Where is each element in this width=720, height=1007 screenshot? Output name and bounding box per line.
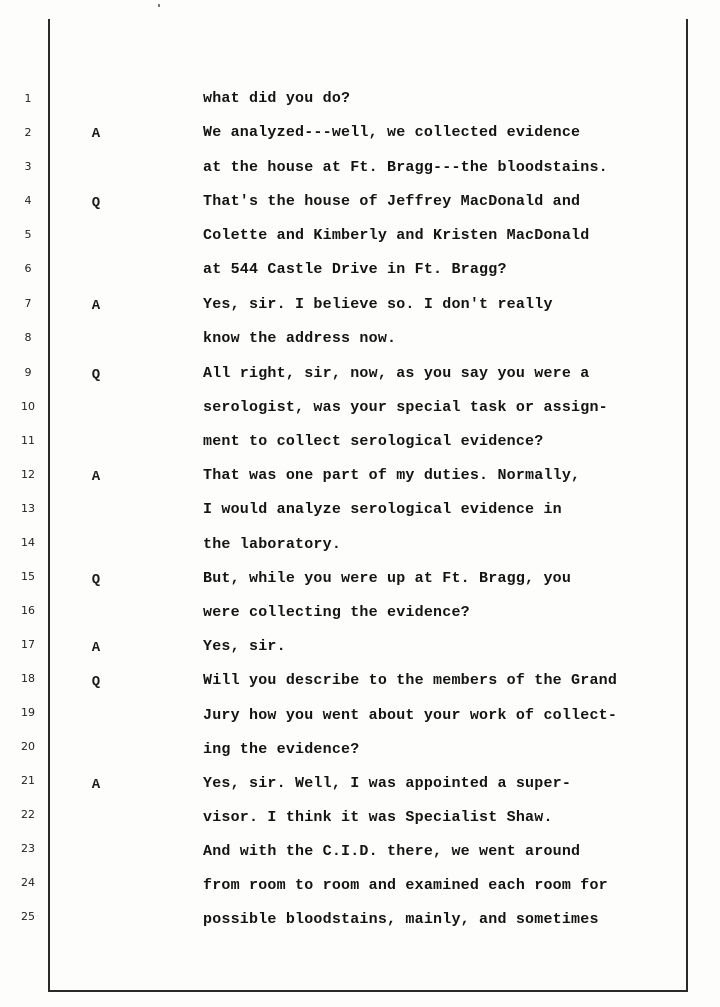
transcript-line-text: That's the house of Jeffrey MacDonald and xyxy=(203,193,581,210)
transcript-line-text: what did you do? xyxy=(203,90,351,107)
transcript-line-text: were collecting the evidence? xyxy=(203,604,470,621)
transcript-line-text: We analyzed---well, we collected evidence xyxy=(203,124,581,141)
speaker-label: A xyxy=(91,777,101,793)
transcript-line-text: All right, sir, now, as you say you were a xyxy=(203,365,590,382)
line-number: 11 xyxy=(21,434,35,447)
line-number: 23 xyxy=(21,842,35,855)
line-number: 2 xyxy=(24,126,32,139)
line-number: 1 xyxy=(24,92,32,105)
transcript-line-text: know the address now. xyxy=(203,330,397,347)
line-number: 16 xyxy=(21,604,35,617)
speaker-label: A xyxy=(91,126,101,142)
scan-speck xyxy=(158,4,160,7)
transcript-line-text: That was one part of my duties. Normally, xyxy=(203,467,581,484)
transcript-line-text: possible bloodstains, mainly, and sometimes xyxy=(203,911,599,928)
transcript-line-text: ment to collect serological evidence? xyxy=(203,433,544,450)
line-number: 8 xyxy=(24,331,32,344)
transcript-line-text: Yes, sir. xyxy=(203,638,286,655)
speaker-label: Q xyxy=(91,674,101,690)
line-number: 20 xyxy=(21,740,35,753)
transcript-line-text: Yes, sir. I believe so. I don't really xyxy=(203,296,553,313)
speaker-label: A xyxy=(91,469,101,485)
transcript-line-text: at 544 Castle Drive in Ft. Bragg? xyxy=(203,261,507,278)
line-number: 5 xyxy=(24,228,32,241)
line-number: 7 xyxy=(24,297,32,310)
line-number: 24 xyxy=(21,876,35,889)
transcript-line-text: Will you describe to the members of the Grand xyxy=(203,672,618,689)
left-margin-rule xyxy=(48,19,50,992)
bottom-margin-rule xyxy=(48,990,688,992)
line-number: 4 xyxy=(24,194,32,207)
line-number: 15 xyxy=(21,570,35,583)
speaker-label: A xyxy=(91,640,101,656)
speaker-label: Q xyxy=(91,572,101,588)
line-number: 18 xyxy=(21,672,35,685)
transcript-line-text: Colette and Kimberly and Kristen MacDonald xyxy=(203,227,590,244)
transcript-line-text: serologist, was your special task or assign- xyxy=(203,399,608,416)
transcript-line-text: Jury how you went about your work of collect- xyxy=(203,707,618,724)
speaker-label: A xyxy=(91,298,101,314)
transcript-line-text: at the house at Ft. Bragg---the bloodstains. xyxy=(203,159,608,176)
line-number: 17 xyxy=(21,638,35,651)
line-number: 9 xyxy=(24,366,32,379)
transcript-line-text: the laboratory. xyxy=(203,536,342,553)
transcript-line-text: But, while you were up at Ft. Bragg, you xyxy=(203,570,572,587)
line-number: 10 xyxy=(21,400,35,413)
line-number: 12 xyxy=(21,468,35,481)
transcript-line-text: Yes, sir. Well, I was appointed a super- xyxy=(203,775,572,792)
transcript-line-text: visor. I think it was Specialist Shaw. xyxy=(203,809,553,826)
line-number: 6 xyxy=(24,262,32,275)
line-number: 25 xyxy=(21,910,35,923)
right-margin-rule xyxy=(686,19,688,992)
line-number: 3 xyxy=(24,160,32,173)
transcript-line-text: And with the C.I.D. there, we went around xyxy=(203,843,581,860)
transcript-line-text: I would analyze serological evidence in xyxy=(203,501,562,518)
speaker-label: Q xyxy=(91,195,101,211)
speaker-label: Q xyxy=(91,367,101,383)
line-number: 19 xyxy=(21,706,35,719)
transcript-line-text: from room to room and examined each room for xyxy=(203,877,608,894)
line-number: 14 xyxy=(21,536,35,549)
transcript-line-text: ing the evidence? xyxy=(203,741,360,758)
line-number: 22 xyxy=(21,808,35,821)
line-number: 13 xyxy=(21,502,35,515)
line-number: 21 xyxy=(21,774,35,787)
